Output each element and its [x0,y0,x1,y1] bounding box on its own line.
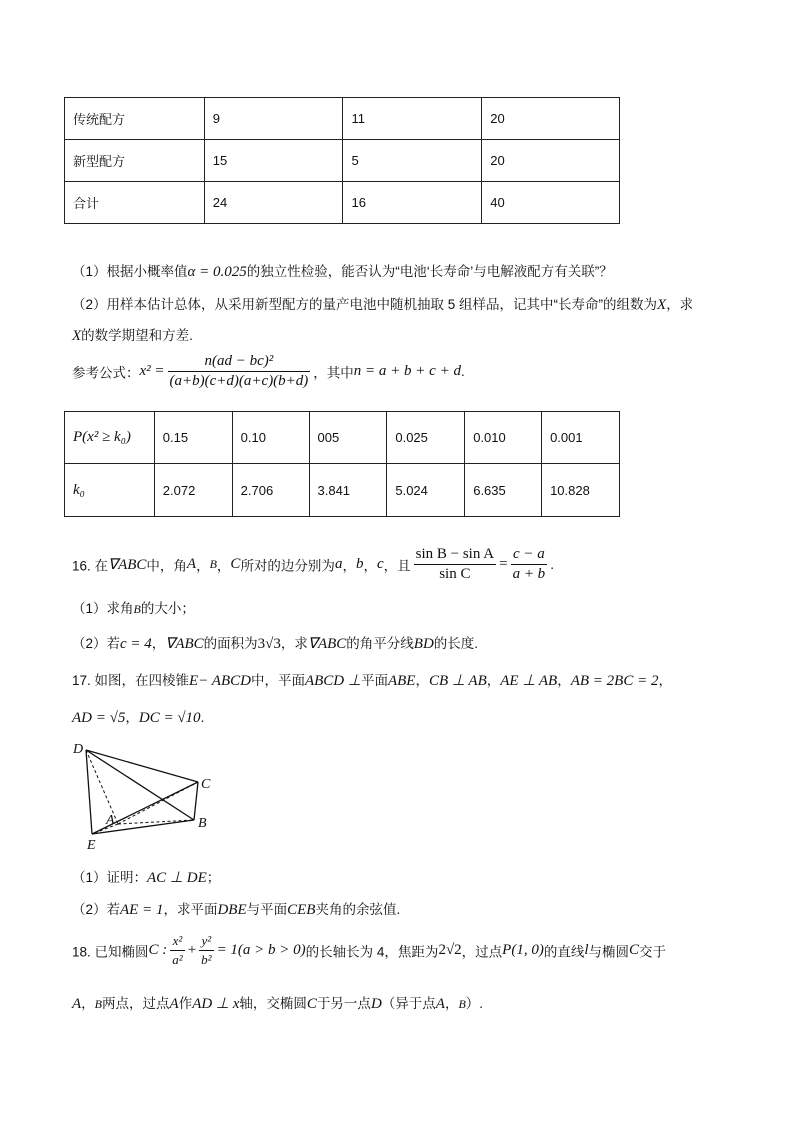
q18-stem-line2: A，B两点，过点A作AD ⊥ x轴，交椭圆C于另一点D（异于点A，B）. [72,996,484,1012]
edge-cb [194,782,198,820]
edge-dc [86,750,198,782]
q16-stem: 16. 在∇ABC中，角A，B，C所对的边分别为a，b，c，且 $\frac{\text{sin B − sin A}}{\text{sin C}}$ = $\frac{c - a}{a + b}$ . [72,546,554,582]
reference-formula: 参考公式：x² = $\frac{\text{n(ad − bc)²}}{(a+b)(c+d)(a+c)(b+d)}$ ，其中n = a + b + c + d. [72,353,465,389]
table-cell: 15 [204,140,343,182]
formula-numerator: n(ad − bc)² [168,353,311,372]
q17-stem-line2: AD = √5，DC = √10. [72,710,205,726]
table-cell: 0.025 [387,412,465,464]
row-label: 传统配方 [65,98,205,140]
table-cell: 11 [343,98,482,140]
y-fraction: $\frac{\text{y²}}{\text{b²}}$ [201,933,212,967]
q16-part2: （2）若c = 4，∇ABC的面积为3√3，求∇ABC的角平分线BD的长度. [72,636,479,652]
table-cell: 5 [343,140,482,182]
q15-part1: （1）根据小概率值α = 0.025的独立性检验，能否认为“电池‘长寿命’与电解液配方有关联”？ [72,264,613,280]
edge-db [86,750,194,820]
vertex-label-a: A [106,813,115,828]
formula-fraction [168,353,311,390]
alpha-value: α = 0.025 [187,264,247,280]
q15-part2-line2: X的数学期望和方差. [72,328,193,344]
q15-part2-line1: （2）用样本估计总体，从采用新型配方的量产电池中随机抽取 5 组样品，记其中“长寿命”的组数为X，求 [72,297,694,313]
table-cell: 5.024 [387,464,465,517]
table-cell: 3.841 [309,464,387,517]
formula-lhs: x² = [139,363,165,379]
table-cell: 16 [343,182,482,224]
table-cell: 0.10 [232,412,309,464]
table-cell: 0.010 [465,412,542,464]
table-cell: 20 [482,98,620,140]
table-cell: 2.706 [232,464,309,517]
row-label: 新型配方 [65,140,205,182]
pyramid-figure [70,738,220,853]
table-cell: 6.635 [465,464,542,517]
table-cell: 0.001 [542,412,620,464]
table-row [65,412,620,464]
contingency-table [64,97,620,224]
sine-fraction: $\frac{\text{sin B − sin A}}{\text{sin C}}$ [415,546,495,582]
vertex-label-d: D [73,742,84,757]
table-cell: 0.15 [154,412,232,464]
formula-label: 参考公式： [72,365,140,381]
table-cell: 40 [482,182,620,224]
formula-denominator: (a+b)(c+d)(a+c)(b+d) [169,373,309,389]
table-row [65,182,620,224]
side-fraction: $\frac{c - a}{a + b}$ [512,546,546,582]
row-label: P(x² ≥ k₀) [65,412,155,464]
table-cell: 9 [204,98,343,140]
table-row [65,98,620,140]
table-row [65,140,620,182]
table-cell: 005 [309,412,387,464]
table-cell: 2.072 [154,464,232,517]
vertex-label-e: E [87,838,96,853]
q18-stem-line1: 18. 已知椭圆C : $\frac{\text{x²}}{\text{a²}}$ + $\frac{\text{y²}}{\text{b²}}$ = 1(a > b > 0)的长轴长为 4，焦距为2√2，过点P(1, 0)的直线l与椭圆C交于 [72,933,667,967]
row-label: k₀ [65,464,155,517]
q17-part2: （2）若AE = 1，求平面DBE与平面CEB夹角的余弦值. [72,902,401,918]
row-label: 合计 [65,182,205,224]
x-fraction: $\frac{\text{x²}}{\text{a²}}$ [172,933,183,967]
q16-part1: （1）求角B的大小； [72,601,195,616]
critical-value-table [64,411,620,517]
table-cell: 20 [482,140,620,182]
q17-part1: （1）证明：AC ⊥ DE； [72,870,221,886]
table-row [65,464,620,517]
vertex-label-b: B [198,816,207,831]
vertex-label-c: C [201,777,211,792]
table-cell: 10.828 [542,464,620,517]
q17-stem-line1: 17. 如图，在四棱锥E− ABCD中，平面ABCD ⊥平面ABE，CB ⊥ AB，AE ⊥ AB，AB = 2BC = 2， [72,673,672,689]
table-cell: 24 [204,182,343,224]
